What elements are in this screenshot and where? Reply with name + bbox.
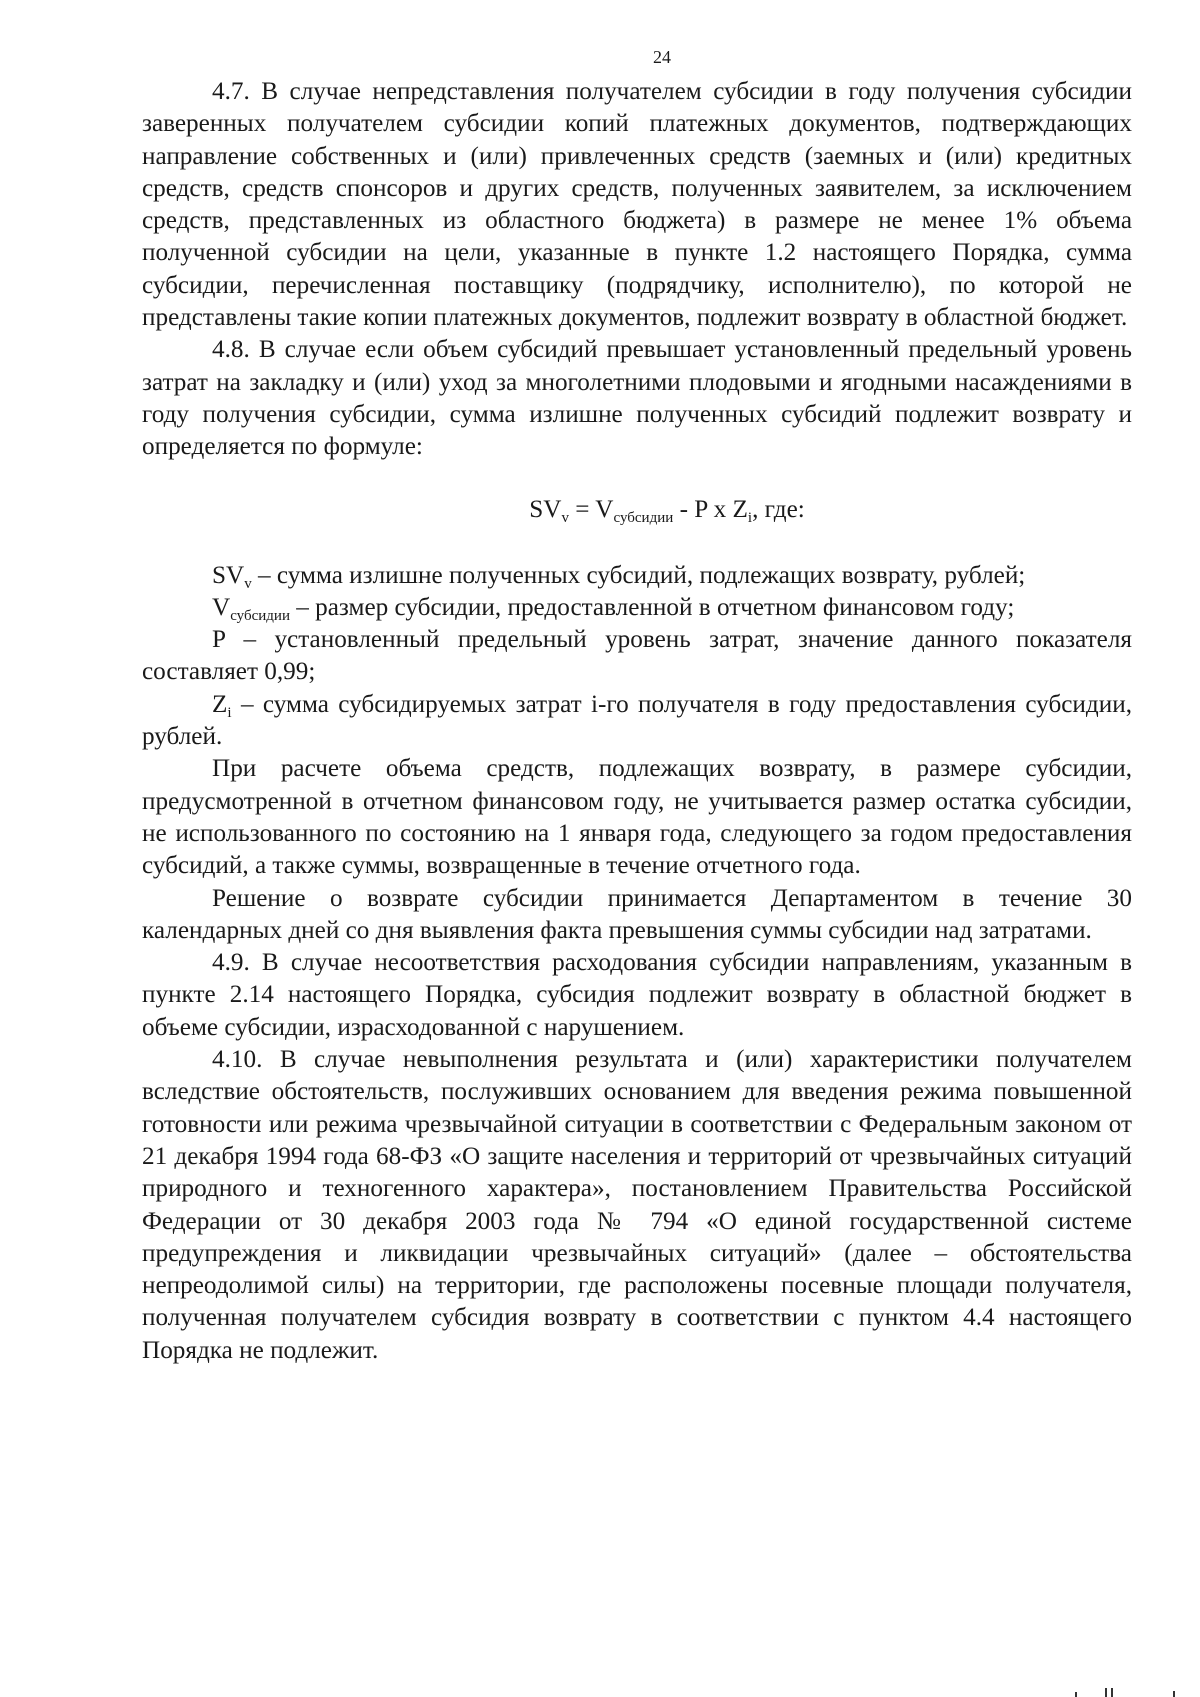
formula-v: V [595, 495, 614, 523]
formula [142, 494, 1132, 526]
scan-speck [1111, 1688, 1113, 1697]
formula-tail: , где: [752, 495, 805, 523]
paragraph-4-8: 4.8. В случае если объем субсидий превышает установленный предельный уровень затрат на закладку и (или) уход за многолетними плодовыми и ягодными насаждениями в году получения субсидии, сумма излишне полученных субсидий подлежит возврату и определяется по формуле: [142, 336, 1132, 461]
paragraph-4-10: 4.10. В случае невыполнения результата и (или) характеристики получателем вследствие обстоятельств, послуживших основанием для введения режима повышенной готовности или режима чрезвычайной ситуации в соответствии с Федеральным законом от 21 декабря 1994 года 68-ФЗ «О защите населения и территорий от чрезвычайных ситуаций природного и техногенного характера», постановлением Правительства Российской Федерации от 30 декабря 2003 года № 794 «О единой государственной системе предупреждения и ликвидации чрезвычайных ситуаций» (далее – обстоятельства непреодолимой силы) на территории, где расположены посевные площади получателя, полученная получателем субсидия возврату в соответствии с пунктом 4.4 настоящего Порядка не подлежит. [142, 1046, 1132, 1364]
definition-v-text: – размер субсидии, предоставленной в отчетном финансовом году; [289, 593, 1015, 621]
formula-z-subscript: i [747, 509, 753, 526]
paragraph-calculation: При расчете объема средств, подлежащих возврату, в размере субсидии, предусмотренной в отчетном финансовом году, не учитывается размер остатка субсидии, не использованного по состоянию на 1 января года, следующего за годом предоставления субсидий, а также суммы, возвращенные в течение отчетного года. [142, 755, 1132, 880]
scan-speck [1075, 1692, 1077, 1697]
page-number: 24 [653, 47, 671, 67]
formula-sv: SV [529, 495, 562, 523]
formula-equals: = [568, 495, 596, 523]
formula-middle: - P x Z [673, 495, 748, 523]
definition-p: P – установленный предельный уровень затрат, значение данного показателя составляет 0,99; [142, 626, 1132, 686]
definition-z-symbol: Z [212, 690, 228, 718]
definition-sv-text: – сумма излишне полученных субсидий, подлежащих возврату, рублей; [251, 561, 1026, 589]
scan-speck [1173, 1691, 1175, 1697]
document-page [142, 46, 1132, 1367]
paragraph-4-9: 4.9. В случае несоответствия расходования субсидии направлениям, указанным в пункте 2.14 настоящего Порядка, субсидия подлежит возврату в областной бюджет в объеме субсидии, израсходованной с нарушением. [142, 949, 1132, 1041]
formula-sv-subscript: v [561, 509, 569, 526]
paragraph-4-7: 4.7. В случае непредставления получателем субсидии в году получения субсидии заверенных получателем субсидии копий платежных документов, подтверждающих направление собственных и (или) привлеченных средств (заемных и (или) кредитных средств, средств спонсоров и других средств, полученных заявителем, за исключением средств, представленных из областного бюджета) в размере не менее 1% объема полученной субсидии на цели, указанные в пункте 1.2 настоящего Порядка, сумма субсидии, перечисленная поставщику (подрядчику, исполнителю), по которой не представлены такие копии платежных документов, подлежит возврату в областной бюджет. [142, 78, 1132, 332]
definition-sv [142, 560, 1132, 592]
definition-v [142, 592, 1132, 624]
scan-artifacts [1075, 1683, 1185, 1697]
definition-v-subscript: субсидии [230, 607, 290, 624]
definition-z [142, 689, 1132, 754]
definition-z-text: – сумма субсидируемых затрат i-го получателя в году предоставления субсидии, рублей. [142, 690, 1132, 751]
definition-sv-subscript: v [244, 575, 252, 592]
definition-v-symbol: V [212, 593, 231, 621]
paragraph-decision: Решение о возврате субсидии принимается Департаментом в течение 30 календарных дней со дня выявления факта превышения суммы субсидии над затратами. [142, 884, 1132, 944]
scan-speck [1105, 1688, 1107, 1697]
definition-z-subscript: i [227, 704, 232, 721]
formula-v-subscript: субсидии [613, 509, 674, 526]
definition-sv-symbol: SV [212, 561, 245, 589]
